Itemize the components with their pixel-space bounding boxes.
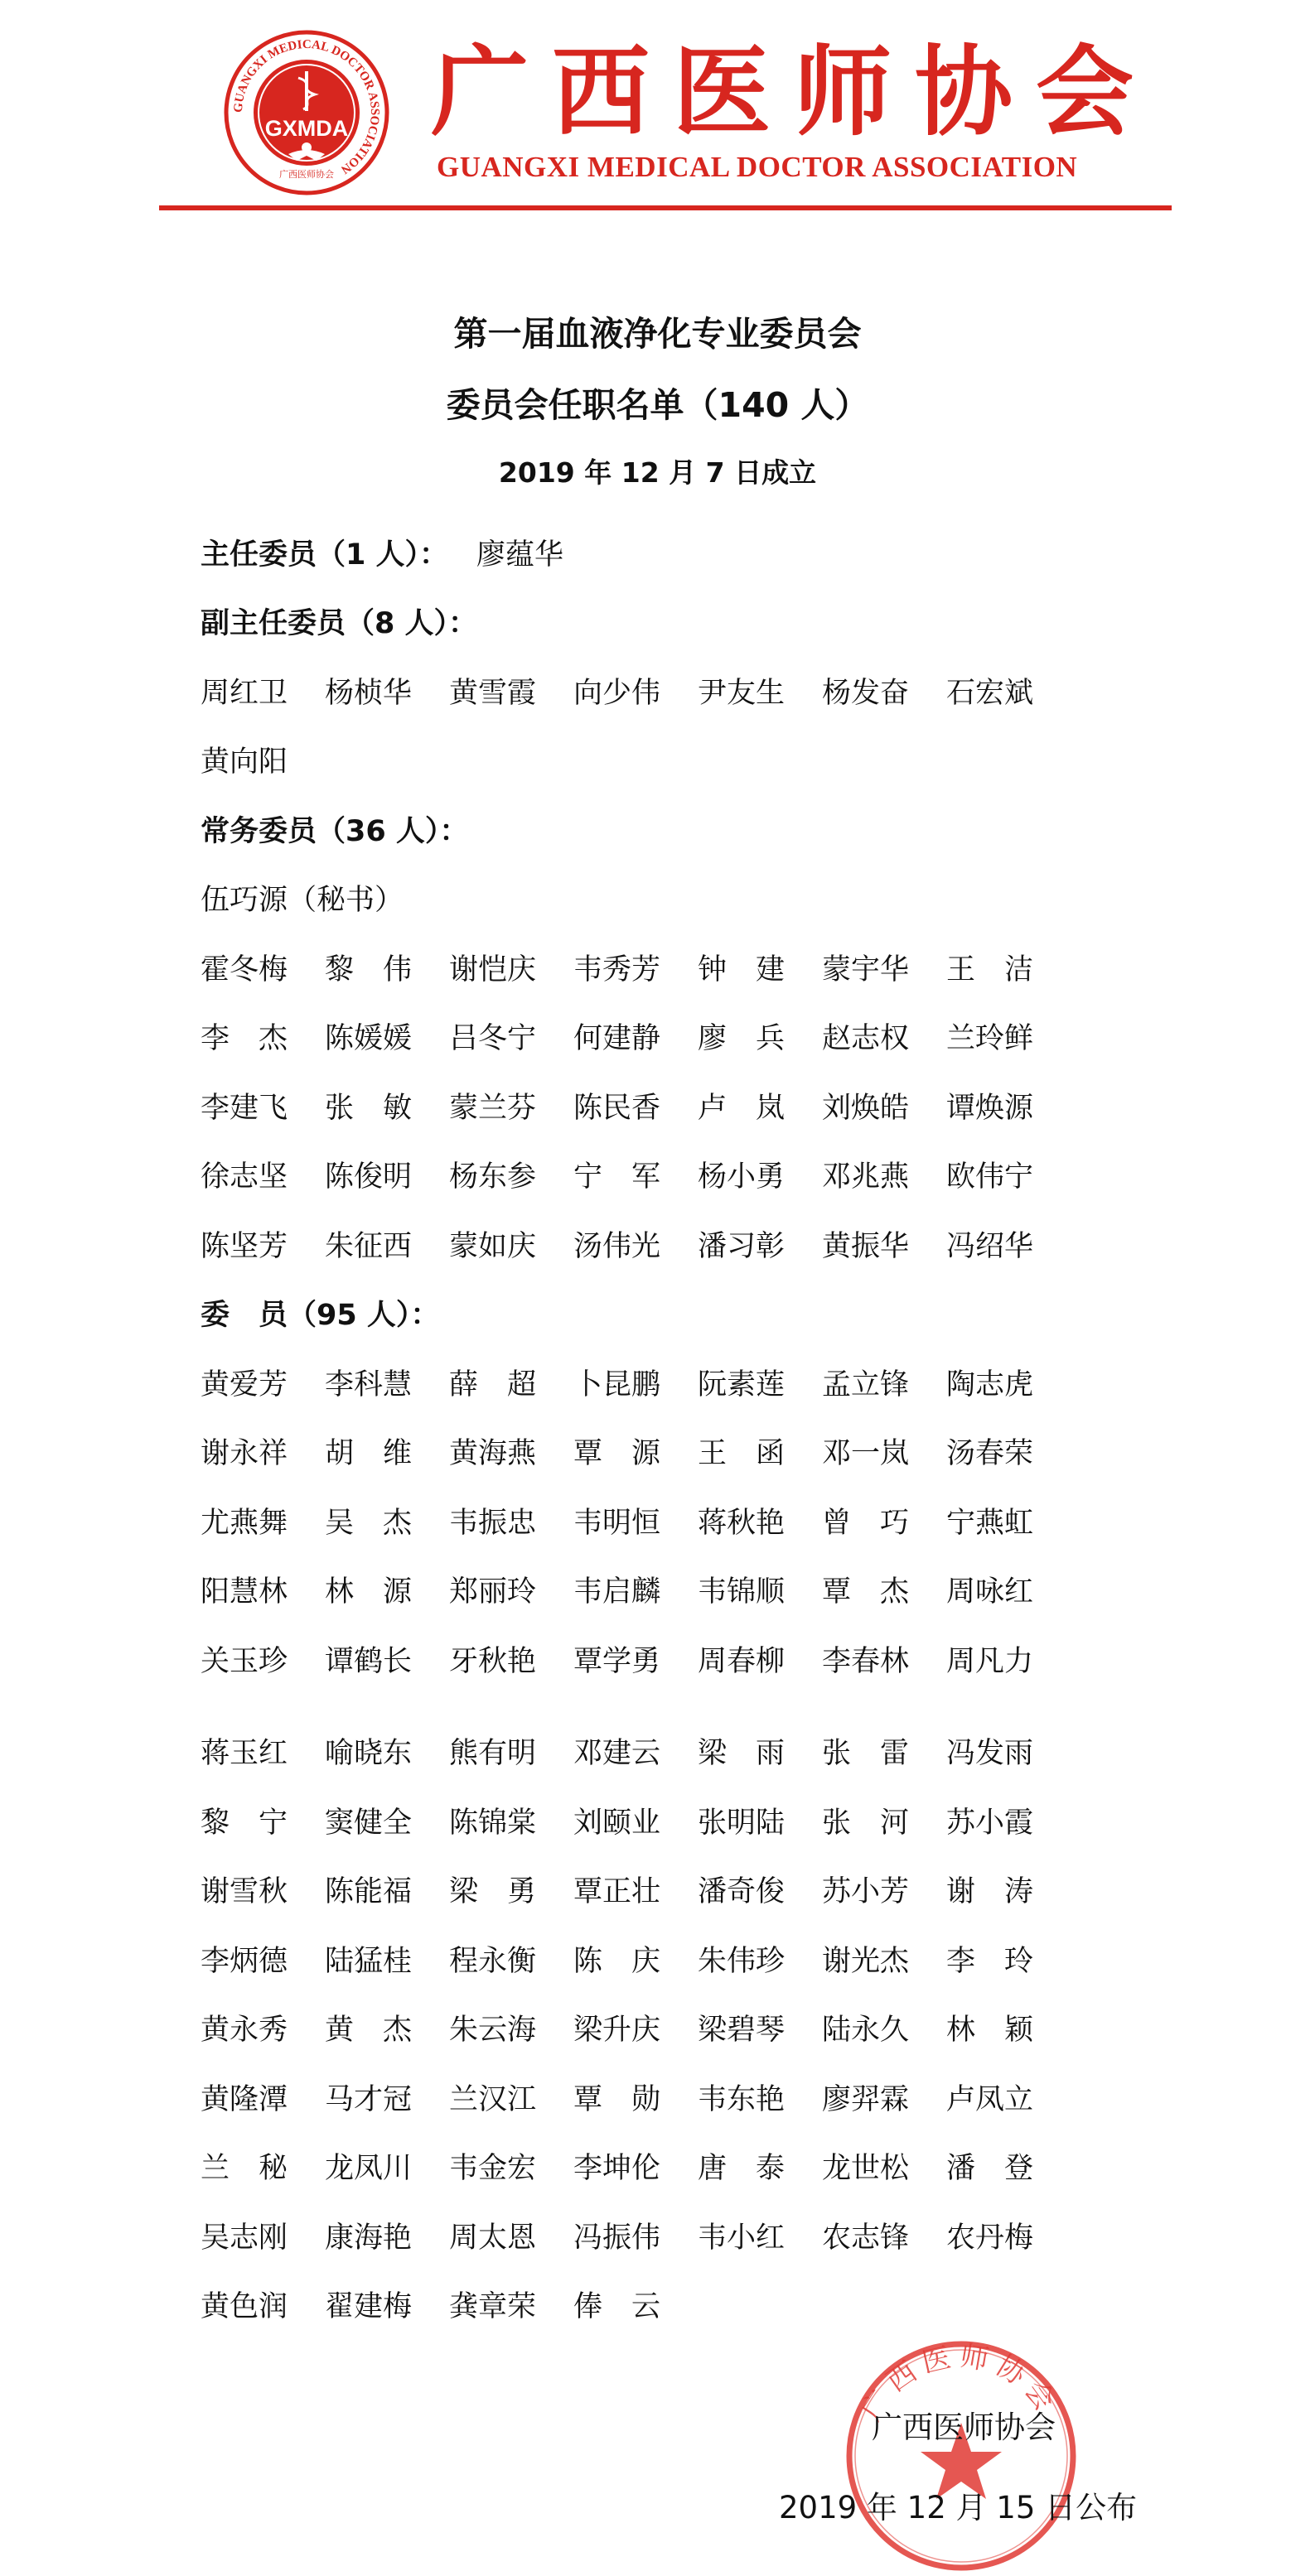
- member-name: 李 杰: [201, 1022, 288, 1056]
- member-name: 阮素莲: [698, 1368, 786, 1401]
- member-name: 何建静: [573, 1022, 661, 1056]
- member-name: 朱云海: [449, 2014, 537, 2048]
- members-heading: 委 员（95 人）：: [201, 1299, 440, 1333]
- member-name: 王 函: [698, 1437, 786, 1471]
- member-name: 曾 巧: [822, 1506, 910, 1540]
- name-row: [201, 933, 1112, 1002]
- member-name: 黄雪霞: [449, 676, 537, 710]
- member-name: 韦振忠: [449, 1506, 537, 1540]
- member-name: 周红卫: [201, 676, 288, 710]
- member-name: 吴志刚: [201, 2221, 288, 2255]
- member-name: 郑丽玲: [449, 1575, 537, 1609]
- member-name: 宁 军: [573, 1160, 661, 1194]
- member-name: 马才冠: [325, 2082, 413, 2116]
- vice-chair-heading-line: [201, 587, 1112, 657]
- member-name: 周咏红: [946, 1575, 1034, 1609]
- member-name: 陈 庆: [573, 1944, 661, 1978]
- name-row: [201, 1624, 1112, 1694]
- member-name: 窦健全: [325, 1806, 413, 1840]
- member-name: 朱征西: [325, 1229, 413, 1263]
- member-name: 蒙宇华: [822, 953, 910, 987]
- member-name: 廖羿霖: [822, 2082, 910, 2116]
- member-name: 李坤伦: [573, 2152, 661, 2186]
- member-name: 韦秀芳: [573, 953, 661, 987]
- member-name: 苏小芳: [822, 1875, 910, 1909]
- member-name: 王 洁: [946, 953, 1034, 987]
- member-name: 张 河: [822, 1806, 910, 1840]
- member-roster: [201, 518, 1112, 2339]
- member-name: 李建飞: [201, 1091, 288, 1125]
- member-name: 陶志虎: [946, 1368, 1034, 1401]
- publication-date: 2019 年 12 月 15 日公布: [779, 2490, 1138, 2525]
- member-name: 黄振华: [822, 1229, 910, 1263]
- member-name: 覃学勇: [573, 1644, 661, 1678]
- member-name: 牙秋艳: [449, 1644, 537, 1678]
- member-name: 梁 勇: [449, 1875, 537, 1909]
- name-row: [201, 1417, 1112, 1487]
- member-name: 康海艳: [325, 2221, 413, 2255]
- name-row: [201, 1071, 1112, 1141]
- logo-bottom-text: 广西医师协会: [279, 169, 334, 180]
- name-row: [201, 2201, 1112, 2270]
- members-heading-line: [201, 1279, 1112, 1348]
- document-title: 第一届血液净化专业委员会: [453, 314, 862, 354]
- member-name: 朱伟珍: [698, 1944, 786, 1978]
- chair-heading: 主任委员（1 人）：: [201, 538, 449, 572]
- member-name: 欧伟宁: [946, 1160, 1034, 1194]
- member-name: 李科慧: [325, 1368, 413, 1401]
- member-name: 梁碧琴: [698, 2014, 786, 2048]
- chair-name: 廖蕴华: [476, 538, 564, 572]
- member-name: 蒋秋艳: [698, 1506, 786, 1540]
- member-name: 兰汉江: [449, 2082, 537, 2116]
- member-name: 邓一岚: [822, 1437, 910, 1471]
- member-name: 陆猛桂: [325, 1944, 413, 1978]
- member-list-part-1: [201, 1348, 1112, 1694]
- document-subtitle: 委员会任职名单（140 人）: [446, 385, 869, 425]
- member-name: 俸 云: [573, 2290, 661, 2324]
- member-name: 覃 勋: [573, 2082, 661, 2116]
- member-name: 黄永秀: [201, 2014, 288, 2048]
- name-row: [201, 2270, 1112, 2340]
- member-name: 蒙如庆: [449, 1229, 537, 1263]
- member-name: 张 敏: [325, 1091, 413, 1125]
- member-name: 林 源: [325, 1575, 413, 1609]
- member-name: 陈俊明: [325, 1160, 413, 1194]
- member-name: 向少伟: [573, 676, 661, 710]
- member-name: 林 颖: [946, 2014, 1034, 2048]
- member-name: 谢恺庆: [449, 953, 537, 987]
- member-name: 龙凤川: [325, 2152, 413, 2186]
- member-name: 冯振伟: [573, 2221, 661, 2255]
- member-name: 谢 涛: [946, 1875, 1034, 1909]
- member-name: 刘颐业: [573, 1806, 661, 1840]
- member-name: 赵志权: [822, 1022, 910, 1056]
- member-name: 韦东艳: [698, 2082, 786, 2116]
- name-row: [201, 2062, 1112, 2132]
- name-row: [201, 1002, 1112, 1072]
- secretary-name: 伍巧源（秘书）: [201, 884, 404, 918]
- member-name: 韦启麟: [573, 1575, 661, 1609]
- member-name: 阳慧林: [201, 1575, 288, 1609]
- member-name: 兰 秘: [201, 2152, 288, 2186]
- member-name: 黄 杰: [325, 2014, 413, 2048]
- name-row: [201, 1994, 1112, 2063]
- member-name: 翟建梅: [325, 2290, 413, 2324]
- letterhead: [0, 0, 1315, 224]
- member-name: 陈民香: [573, 1091, 661, 1125]
- name-row: [201, 1556, 1112, 1625]
- member-name: 潘习彰: [698, 1229, 786, 1263]
- member-name: 覃 源: [573, 1437, 661, 1471]
- name-row: [201, 1924, 1112, 1994]
- member-name: 黄隆潭: [201, 2082, 288, 2116]
- member-name: 周太恩: [449, 2221, 537, 2255]
- member-name: 陆永久: [822, 2014, 910, 2048]
- member-name: 周春柳: [698, 1644, 786, 1678]
- member-name: 谢光杰: [822, 1944, 910, 1978]
- member-name: 黄色润: [201, 2290, 288, 2324]
- member-name: 尹友生: [698, 676, 786, 710]
- member-name: 刘焕皓: [822, 1091, 910, 1125]
- list-gap: [201, 1694, 1112, 1717]
- name-row: [201, 1717, 1112, 1787]
- member-name: 胡 维: [325, 1437, 413, 1471]
- member-name: 邓建云: [573, 1737, 661, 1771]
- member-name: 关玉珍: [201, 1644, 288, 1678]
- member-name: 梁升庆: [573, 2014, 661, 2048]
- member-name: 汤春荣: [946, 1437, 1034, 1471]
- standing-heading-line: [201, 794, 1112, 864]
- member-name: 陈媛媛: [325, 1022, 413, 1056]
- member-name: 兰玲鲜: [946, 1022, 1034, 1056]
- seal-text: 广西医师协会: [854, 2339, 1066, 2427]
- letterhead-divider: [159, 205, 1172, 210]
- member-name: 农丹梅: [946, 2221, 1034, 2255]
- member-name: 韦锦顺: [698, 1575, 786, 1609]
- member-name: 农志锋: [822, 2221, 910, 2255]
- vice-chair-heading: 副主任委员（8 人）：: [201, 607, 478, 641]
- member-name: 黄爱芳: [201, 1368, 288, 1401]
- member-name: 李 玲: [946, 1944, 1034, 1978]
- member-name: 尤燕舞: [201, 1506, 288, 1540]
- name-row: [201, 2132, 1112, 2202]
- name-row: [201, 1486, 1112, 1556]
- established-date: 2019 年 12 月 7 日成立: [498, 456, 817, 489]
- member-name: 黄海燕: [449, 1437, 537, 1471]
- member-name: 张 雷: [822, 1737, 910, 1771]
- org-name-chinese: 广西医师协会: [431, 34, 1158, 149]
- logo-ring-text: GUANGXI MEDICAL DOCTOR ASSOCIATION: [231, 37, 382, 176]
- member-name: 谭焕源: [946, 1091, 1034, 1125]
- member-name: 冯发雨: [946, 1737, 1034, 1771]
- name-row: [201, 726, 1112, 795]
- member-name: 潘 登: [946, 2152, 1034, 2186]
- org-name-english: GUANGXI MEDICAL DOCTOR ASSOCIATION: [437, 151, 1078, 183]
- member-name: 韦明恒: [573, 1506, 661, 1540]
- member-name: 杨东参: [449, 1160, 537, 1194]
- member-name: 喻晓东: [325, 1737, 413, 1771]
- member-name: 龚章荣: [449, 2290, 537, 2324]
- chair-line: [201, 518, 1112, 587]
- member-name: 杨发奋: [822, 676, 910, 710]
- member-name: 韦小红: [698, 2221, 786, 2255]
- member-name: 吴 杰: [325, 1506, 413, 1540]
- member-name: 陈能福: [325, 1875, 413, 1909]
- member-name: 程永衡: [449, 1944, 537, 1978]
- member-name: 周凡力: [946, 1644, 1034, 1678]
- member-name: 梁 雨: [698, 1737, 786, 1771]
- member-name: 汤伟光: [573, 1229, 661, 1263]
- member-name: 覃 杰: [822, 1575, 910, 1609]
- member-name: 卢 岚: [698, 1091, 786, 1125]
- member-name: 蒙兰芬: [449, 1091, 537, 1125]
- standing-member-list: [201, 933, 1112, 1279]
- member-name: 杨小勇: [698, 1160, 786, 1194]
- member-name: 宁燕虹: [946, 1506, 1034, 1540]
- member-name: 徐志坚: [201, 1160, 288, 1194]
- member-name: 黄向阳: [201, 745, 288, 779]
- member-name: 张明陆: [698, 1806, 786, 1840]
- member-name: 廖 兵: [698, 1022, 786, 1056]
- member-name: 谢永祥: [201, 1437, 288, 1471]
- member-name: 邓兆燕: [822, 1160, 910, 1194]
- member-name: 唐 泰: [698, 2152, 786, 2186]
- name-row: [201, 656, 1112, 726]
- member-name: 冯绍华: [946, 1229, 1034, 1263]
- vice-chair-list: [201, 656, 1112, 794]
- secretary-line: [201, 864, 1112, 933]
- member-name: 韦金宏: [449, 2152, 537, 2186]
- member-name: 覃正壮: [573, 1875, 661, 1909]
- member-name: 薛 超: [449, 1368, 537, 1401]
- member-name: 蒋玉红: [201, 1737, 288, 1771]
- standing-heading: 常务委员（36 人）：: [201, 814, 469, 848]
- member-name: 石宏斌: [946, 676, 1034, 710]
- member-name: 孟立锋: [822, 1368, 910, 1401]
- member-name: 陈坚芳: [201, 1229, 288, 1263]
- member-name: 李春林: [822, 1644, 910, 1678]
- member-name: 潘奇俊: [698, 1875, 786, 1909]
- official-seal: [841, 2336, 1081, 2576]
- member-name: 苏小霞: [946, 1806, 1034, 1840]
- member-name: 谢雪秋: [201, 1875, 288, 1909]
- member-name: 熊有明: [449, 1737, 537, 1771]
- association-logo: [224, 30, 389, 195]
- member-name: 李炳德: [201, 1944, 288, 1978]
- member-name: 卢凤立: [946, 2082, 1034, 2116]
- member-name: 吕冬宁: [449, 1022, 537, 1056]
- member-name: 钟 建: [698, 953, 786, 987]
- member-name: 杨桢华: [325, 676, 413, 710]
- name-row: [201, 1348, 1112, 1417]
- member-name: 龙世松: [822, 2152, 910, 2186]
- member-list-part-2: [201, 1717, 1112, 2340]
- name-row: [201, 1141, 1112, 1210]
- logo-abbr: GXMDA: [264, 116, 349, 141]
- member-name: 霍冬梅: [201, 953, 288, 987]
- name-row: [201, 1209, 1112, 1279]
- member-name: 黎 宁: [201, 1806, 288, 1840]
- member-name: 卜昆鹏: [573, 1368, 661, 1401]
- footer-organization: 广西医师协会: [872, 2410, 1056, 2445]
- name-row: [201, 1786, 1112, 1855]
- member-name: 谭鹤长: [325, 1644, 413, 1678]
- member-name: 陈锦棠: [449, 1806, 537, 1840]
- name-row: [201, 1855, 1112, 1925]
- member-name: 黎 伟: [325, 953, 413, 987]
